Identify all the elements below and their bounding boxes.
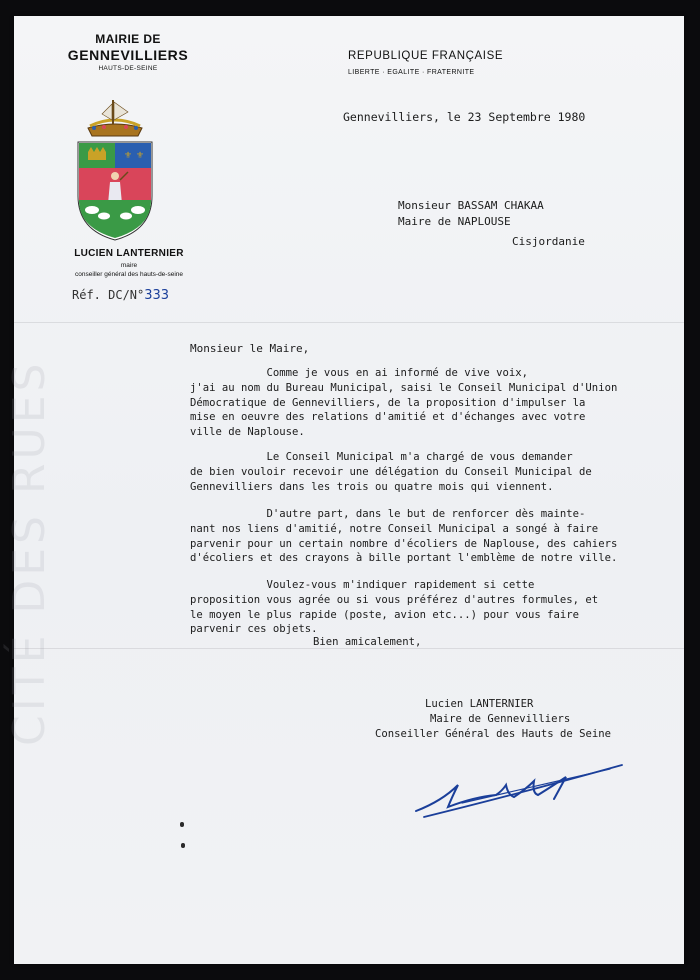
department-label: HAUTS-DE-SEINE <box>98 65 158 72</box>
signature-block <box>375 697 611 741</box>
mairie-de-label: MAIRIE DE <box>95 32 161 46</box>
salutation: Monsieur le Maire, <box>190 342 310 355</box>
watermark: CITÉ DES RUES <box>4 359 55 746</box>
punch-mark <box>180 822 184 827</box>
reference-label: Réf. DC/N° <box>72 288 145 302</box>
letterhead-left <box>58 32 198 72</box>
signatory-title-2: Conseiller Général des Hauts de Seine <box>375 727 611 740</box>
signatory-name: Lucien LANTERNIER <box>425 698 534 710</box>
fold-line <box>14 322 684 323</box>
closing-line: Bien amicalement, <box>313 636 422 648</box>
body-paragraph: Le Conseil Municipal m'a chargé de vous demander de bien vouloir recevoir une délégation du Conseil Municipal de Gennevilliers dans les trois ou quatre mois qui viennent. <box>190 451 592 493</box>
mayor-name: LUCIEN LANTERNIER <box>74 248 184 259</box>
town-name: GENNEVILLIERS <box>67 47 189 63</box>
coat-of-arms-emblem <box>74 96 156 242</box>
letter-date: Gennevilliers, le 23 Septembre 1980 <box>343 110 586 124</box>
svg-text:⚜: ⚜ <box>124 151 133 161</box>
fold-line <box>14 648 684 649</box>
recipient-region: Cisjordanie <box>512 235 585 248</box>
mayor-block <box>44 248 214 278</box>
reference-line <box>72 288 169 303</box>
body-paragraph: Voulez-vous m'indiquer rapidement si cette proposition vous agrée ou si vous préférez d'autres formules, et le moyen le plus rapide (poste, avion etc...) pour vous faire parvenir ces objets. <box>190 579 599 636</box>
signatory-title: Maire de Gennevilliers <box>430 712 571 725</box>
recipient-title: Maire de NAPLOUSE <box>398 215 511 228</box>
punch-mark <box>181 843 185 848</box>
letterhead-right <box>348 50 503 76</box>
mayor-role: maire <box>120 262 138 269</box>
devise-label: LIBERTE · EGALITE · FRATERNITE <box>348 69 475 76</box>
mayor-conseil: conseiller général des hauts-de-seine <box>74 271 184 278</box>
reference-number: 333 <box>144 288 170 303</box>
handwritten-signature <box>404 755 644 827</box>
recipient-block <box>398 198 585 248</box>
body-paragraph: Comme je vous en ai informé de vive voix, j'ai au nom du Bureau Municipal, saisi le Conseil Municipal d'Union Démocratique de Gennevilliers, de la proposition d'impulser la mise en oeuvre des relations d'amitié et d'échanges avec votre ville de Naplouse. <box>190 367 618 439</box>
republique-label: REPUBLIQUE FRANÇAISE <box>348 50 504 62</box>
svg-text:⚜: ⚜ <box>136 151 145 161</box>
recipient-name: Monsieur BASSAM CHAKAA <box>398 199 544 212</box>
body-paragraph: D'autre part, dans le but de renforcer dès mainte- nant nos liens d'amitié, notre Conseil Municipal a songé à faire parvenir pour un certain nombre d'écoliers de Naplouse, des cahiers d'écoliers et des crayons à bille portant l'emblème de notre ville. <box>190 508 618 565</box>
